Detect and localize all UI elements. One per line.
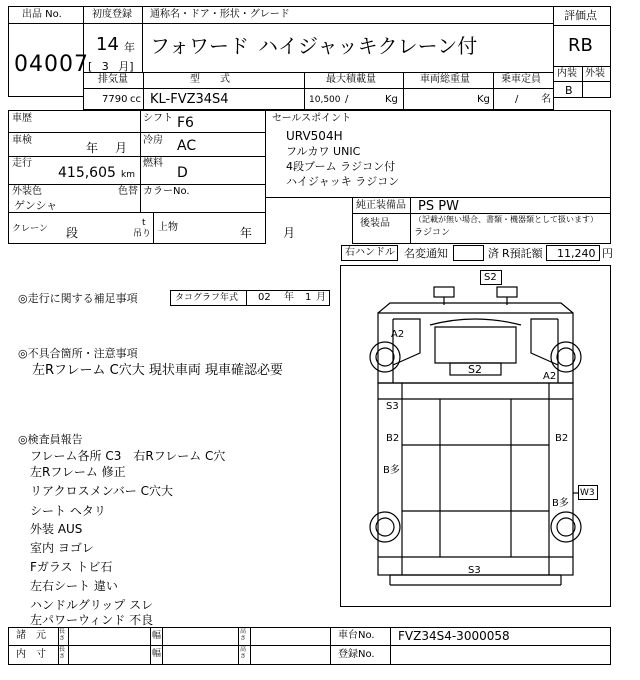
inspector-line-10: 左パワーウィンド 不良 bbox=[30, 613, 154, 627]
tacho-label: タコグラフ年式 bbox=[175, 293, 239, 303]
spec-sep-2 bbox=[304, 72, 305, 110]
reg-month: 3 bbox=[101, 60, 109, 73]
spec-sep-4 bbox=[493, 72, 494, 110]
footer-sep-2 bbox=[68, 627, 69, 665]
details-row-3 bbox=[8, 184, 266, 185]
footer-sep-8 bbox=[390, 627, 391, 665]
mark-a2-left: A2 bbox=[391, 329, 405, 340]
max-load-slash: / bbox=[345, 94, 349, 105]
inspection-month-unit: 月 bbox=[115, 141, 128, 155]
width-label-1: 幅 bbox=[152, 631, 162, 641]
footer-sep-6 bbox=[250, 627, 251, 665]
inspector-line-1: フレーム各所 C3 右Rフレーム C穴 bbox=[30, 449, 226, 463]
height-label-2: 高さ bbox=[240, 646, 247, 660]
max-load-unit: Kg bbox=[385, 94, 398, 105]
crane-dan: 段 bbox=[66, 226, 79, 240]
genuine-value: PS PW bbox=[418, 199, 459, 214]
recycle-fee-label: R預託額 bbox=[502, 247, 543, 260]
truck-diagram bbox=[340, 265, 611, 607]
genuine-label: 純正装備品 bbox=[356, 200, 406, 211]
capacity-slash: / bbox=[515, 94, 519, 105]
displacement-unit: cc bbox=[130, 94, 141, 105]
mileage-unit: km bbox=[121, 170, 135, 180]
footer-table bbox=[8, 627, 611, 665]
crane-label: クレーン bbox=[12, 224, 48, 234]
spec-sep-3 bbox=[403, 72, 404, 110]
inspector-line-7: Fガラス トビ石 bbox=[30, 560, 113, 574]
aftermarket-note: （記載が無い場合、書類・機器類として扱います） bbox=[414, 215, 598, 224]
gross-weight-unit: Kg bbox=[477, 94, 490, 105]
recycle-label: 済 bbox=[488, 247, 499, 260]
footer-row-sep bbox=[8, 645, 611, 646]
mark-s2-top: S2 bbox=[484, 272, 497, 283]
aftermarket-label: 後装品 bbox=[360, 218, 390, 229]
inspection-year-unit: 年 bbox=[86, 141, 99, 155]
capacity-unit: 名 bbox=[541, 94, 551, 105]
inspection-label: 車検 bbox=[12, 135, 32, 146]
exterior-label: 外装 bbox=[585, 68, 605, 79]
mark-s2-cab: S2 bbox=[468, 363, 482, 376]
mark-b-many-right: B多 bbox=[552, 498, 569, 509]
tacho-month: 1 bbox=[305, 292, 312, 303]
spec-row-divider bbox=[83, 88, 554, 89]
chassis-label: 車台No. bbox=[338, 630, 375, 641]
inspector-line-9: ハンドルグリップ スレ bbox=[30, 598, 154, 612]
length-label-2: 長さ bbox=[59, 646, 66, 660]
displacement-label: 排気量 bbox=[98, 74, 128, 85]
details-row-1 bbox=[8, 132, 266, 133]
crane-t: t bbox=[142, 218, 146, 228]
fuel-value: D bbox=[177, 165, 188, 181]
displacement-value: 7790 bbox=[102, 94, 128, 105]
aftermarket-value: ラジコン bbox=[414, 228, 451, 238]
defect-label: ◎不具合箇所・注意事項 bbox=[18, 347, 138, 360]
height-label-1: 高さ bbox=[240, 628, 247, 642]
model-value: KL-FVZ34S4 bbox=[150, 92, 229, 107]
spec-sep-1 bbox=[143, 72, 144, 110]
rating-value: RB bbox=[568, 35, 593, 56]
color-label: 外装色 bbox=[12, 186, 42, 197]
interior-label: 内装 bbox=[557, 68, 577, 79]
capacity-label: 乗車定員 bbox=[501, 74, 541, 85]
reg-month-bracket: [ 3 月] bbox=[88, 60, 134, 73]
defect-text: 左Rフレーム C穴大 現状車両 現車確認必要 bbox=[32, 363, 283, 378]
sales-line-3: 4段ブーム ラジコン付 bbox=[286, 160, 396, 173]
spec-row-label: 諸 元 bbox=[16, 630, 46, 641]
mark-b2-left: B2 bbox=[386, 433, 400, 444]
inspector-label: ◎検査員報告 bbox=[18, 433, 83, 446]
footer-sep-3 bbox=[150, 627, 151, 665]
gross-weight-label: 車両総重量 bbox=[420, 74, 470, 85]
name-change-check bbox=[453, 245, 484, 261]
reg-no-label: 登録No. bbox=[338, 649, 375, 660]
mileage-label: 走行 bbox=[12, 158, 32, 169]
top-month-unit: 月 bbox=[283, 226, 296, 240]
equipment-col-sep bbox=[410, 197, 411, 244]
chassis-value: FVZ34S4-3000058 bbox=[398, 629, 510, 643]
inspector-line-5: 外装 AUS bbox=[30, 522, 83, 536]
ac-label: 冷房 bbox=[143, 135, 163, 146]
recycle-unit: 円 bbox=[602, 247, 613, 260]
reg-year: 14 bbox=[96, 34, 119, 55]
tacho-month-unit: 月 bbox=[316, 292, 326, 303]
details-row-2 bbox=[8, 156, 266, 157]
inspector-line-8: 左右シート 違い bbox=[30, 579, 118, 593]
mark-b2-right: B2 bbox=[555, 433, 569, 444]
tacho-sep bbox=[246, 290, 247, 306]
sales-line-4: ハイジャッキ ラジコン bbox=[286, 175, 400, 188]
mark-a2-right: A2 bbox=[543, 371, 557, 382]
crane-col-sep bbox=[153, 212, 154, 244]
max-load-label: 最大積載量 bbox=[326, 74, 376, 85]
top-year-unit: 年 bbox=[240, 226, 253, 240]
shift-value: F6 bbox=[177, 115, 194, 131]
top-label: 上物 bbox=[158, 222, 178, 233]
equipment-divider bbox=[352, 213, 611, 214]
first-reg-label: 初度登録 bbox=[92, 9, 132, 20]
inspector-line-3: リアクロスメンバー C穴大 bbox=[30, 484, 173, 498]
sales-line-1: URV504H bbox=[286, 129, 343, 143]
vehicle-grade: ハイジャッキクレーン付 bbox=[258, 34, 478, 58]
details-col-sep bbox=[140, 110, 141, 212]
mileage-value: 415,605 bbox=[58, 165, 116, 181]
rating-label: 評価点 bbox=[564, 9, 597, 22]
recycle-fee-value: 11,240 bbox=[557, 247, 596, 260]
color-no-label: 色替 bbox=[118, 186, 138, 197]
sales-line-2: フルカワ UNIC bbox=[286, 145, 361, 158]
right-hand-label: 右ハンドル bbox=[345, 247, 395, 258]
lot-no-label: 出品 No. bbox=[22, 9, 62, 20]
mark-s3-bottom: S3 bbox=[468, 565, 481, 576]
inspector-line-2: 左Rフレーム 修正 bbox=[30, 465, 126, 479]
tacho-year: 02 bbox=[258, 292, 271, 303]
mark-s3-left: S3 bbox=[386, 401, 399, 412]
footer-sep-5 bbox=[238, 627, 239, 665]
driving-label: ◎走行に関する補足事項 bbox=[18, 292, 138, 305]
name-label: 通称名・ドア・形状・グレード bbox=[150, 9, 290, 20]
interior-value: B bbox=[565, 84, 573, 97]
color-value: ゲンシャ bbox=[14, 199, 58, 212]
max-load-value: 10,500 bbox=[309, 95, 341, 105]
fuel-label: 燃料 bbox=[143, 158, 163, 169]
lot-no: 04007 bbox=[14, 52, 89, 77]
footer-sep-4 bbox=[162, 627, 163, 665]
history-label: 車歴 bbox=[12, 113, 32, 124]
mark-w3: W3 bbox=[580, 488, 595, 498]
details-row-4 bbox=[8, 212, 266, 213]
crane-tsuri: 吊り bbox=[133, 229, 152, 239]
inspector-line-6: 室内 ヨゴレ bbox=[30, 541, 94, 555]
exterior-value-cell bbox=[582, 81, 611, 98]
sales-label: セールスポイント bbox=[272, 113, 352, 124]
reg-year-unit: 年 bbox=[124, 41, 135, 54]
name-change-label: 名変通知 bbox=[404, 247, 448, 260]
model-label: 型 式 bbox=[190, 74, 230, 85]
footer-sep-7 bbox=[330, 627, 331, 665]
ac-value: AC bbox=[177, 138, 197, 154]
color-no-label-2: カラーNo. bbox=[143, 186, 190, 197]
length-label-1: 長さ bbox=[59, 628, 66, 642]
width-label-2: 幅 bbox=[152, 649, 162, 659]
inner-dim-label: 内 寸 bbox=[16, 649, 46, 660]
tacho-year-unit: 年 bbox=[284, 292, 294, 303]
inspector-line-4: シート ヘタリ bbox=[30, 504, 106, 518]
vehicle-name: フォワード bbox=[150, 34, 249, 58]
shift-label: シフト bbox=[143, 113, 173, 124]
mark-b-many-left: B多 bbox=[383, 465, 400, 476]
reg-month-unit: 月 bbox=[118, 60, 130, 73]
